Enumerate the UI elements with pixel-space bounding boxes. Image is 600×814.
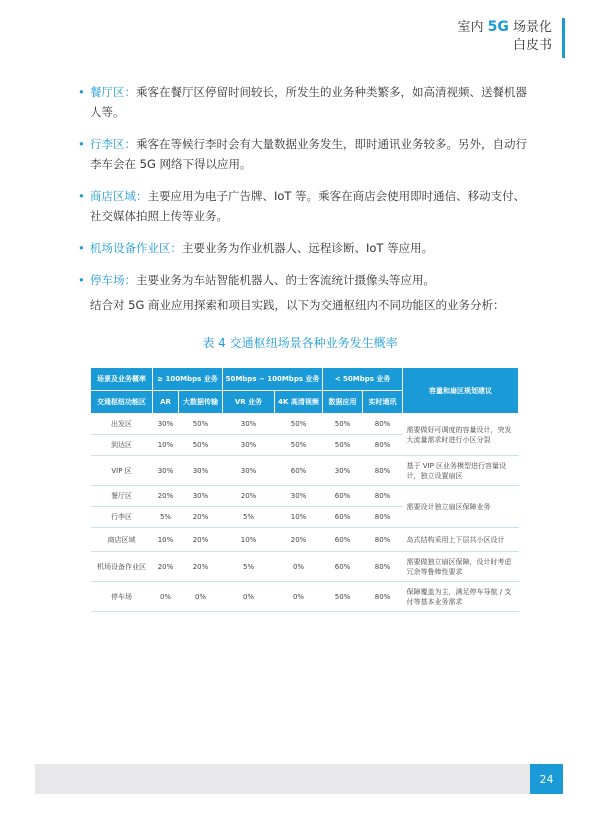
table-cell: 20% xyxy=(153,552,179,582)
table-cell: 10% xyxy=(223,528,275,552)
table-cell: 20% xyxy=(223,486,275,507)
bullet-item: • 机场设备作业区：主要业务为作业机器人、远程诊断、IoT 等应用。 xyxy=(90,238,530,258)
table-cell: 20% xyxy=(153,486,179,507)
table-group-header-row xyxy=(91,368,519,391)
bullet-item: • 餐厅区：乘客在餐厅区停留时间较长，所发生的业务种类繁多，如高清视频、送餐机器人等。 xyxy=(90,82,530,122)
header xyxy=(457,18,552,55)
table-cell: 80% xyxy=(363,435,403,456)
bullet-item: • 停车场：主要业务为车站智能机器人、的士客流统计摄像头等应用。 xyxy=(90,270,530,290)
bullet-list xyxy=(78,82,530,302)
table-row xyxy=(91,486,519,507)
table-cell: 0% xyxy=(179,582,223,612)
table-cell: 20% xyxy=(275,528,323,552)
table-cell: 80% xyxy=(363,582,403,612)
table-row xyxy=(91,552,519,582)
table-cell: 80% xyxy=(363,507,403,528)
table-caption: 表 4 交通枢纽场景各种业务发生概率 xyxy=(202,336,398,350)
table-cell: 0% xyxy=(153,582,179,612)
bullet-dot-icon: • xyxy=(78,85,85,99)
table-cell: 30% xyxy=(179,456,223,486)
table-cell: 80% xyxy=(363,486,403,507)
table-cell: 60% xyxy=(275,456,323,486)
table-header: 50Mbps ~ 100Mbps 业务 xyxy=(223,368,323,391)
table-cell: 80% xyxy=(363,528,403,552)
bullet-dot-icon: • xyxy=(78,273,85,287)
table-cell: 30% xyxy=(153,456,179,486)
table-cell: 20% xyxy=(179,528,223,552)
table-header: 数据应用 xyxy=(323,391,363,414)
table-cell: 80% xyxy=(363,552,403,582)
table-cell: 30% xyxy=(223,435,275,456)
bullet-item: • 行李区：乘客在等候行李时会有大量数据业务发生，即时通讯业务较多。另外，自动行李车会在 5G 网络下得以应用。 xyxy=(90,134,530,174)
table-cell: 10% xyxy=(275,507,323,528)
table-header: ≥ 100Mbps 业务 xyxy=(153,368,223,391)
table-cell: 5% xyxy=(223,507,275,528)
header-title: 室内 5G 场景化 xyxy=(457,19,552,35)
table-row xyxy=(91,456,519,486)
table-cell: 30% xyxy=(179,486,223,507)
table-cell: 20% xyxy=(179,507,223,528)
bullet-dot-icon: • xyxy=(78,137,85,151)
table-cell: 餐厅区 xyxy=(91,486,153,507)
table-cell: 20% xyxy=(179,552,223,582)
intro-paragraph: 结合对 5G 商业应用探索和项目实践，以下为交通枢纽内不同功能区的业务分析： xyxy=(90,298,505,312)
table-header: 交通枢纽功能区 xyxy=(91,391,153,414)
table-header: 大数据传输 xyxy=(179,391,223,414)
table-cell-advice: 基于 VIP 区业务模型进行容量设计，独立设置扇区 xyxy=(403,456,519,486)
table-cell-advice: 需要做独立扇区保障，设计时考虑冗余等鲁棒性要求 xyxy=(403,552,519,582)
table-header: 实时通讯 xyxy=(363,391,403,414)
table-cell: 出发区 xyxy=(91,414,153,435)
table-row xyxy=(91,414,519,435)
table-row xyxy=(91,582,519,612)
header-subtitle: 白皮书 xyxy=(512,38,552,53)
table-cell: 商店区域 xyxy=(91,528,153,552)
table-cell: 60% xyxy=(323,486,363,507)
table-cell: 60% xyxy=(323,528,363,552)
bullet-dot-icon: • xyxy=(78,189,85,203)
header-accent-bar xyxy=(562,18,565,58)
table-cell: VIP 区 xyxy=(91,456,153,486)
table-cell: 30% xyxy=(223,456,275,486)
table-cell: 60% xyxy=(323,552,363,582)
table-cell: 30% xyxy=(223,414,275,435)
table-cell-advice: 需要做好可调度的容量设计，突发大流量需求时进行小区分裂 xyxy=(403,414,519,456)
table-cell: 60% xyxy=(323,507,363,528)
table-cell: 停车场 xyxy=(91,582,153,612)
table-cell: 50% xyxy=(275,435,323,456)
table-cell-advice: 岛式结构采用上下层共小区设计 xyxy=(403,528,519,552)
table-cell: 50% xyxy=(323,435,363,456)
table-cell: 10% xyxy=(153,435,179,456)
table-cell: 到达区 xyxy=(91,435,153,456)
table-cell: 80% xyxy=(363,414,403,435)
table-cell: 50% xyxy=(275,414,323,435)
table-header: 场景及业务概率 xyxy=(91,368,153,391)
table-cell: 5% xyxy=(153,507,179,528)
table-cell: 30% xyxy=(323,456,363,486)
service-probability-table xyxy=(90,367,519,612)
table-header: AR xyxy=(153,391,179,414)
table-cell: 机场设备作业区 xyxy=(91,552,153,582)
table-cell: 50% xyxy=(179,435,223,456)
table-cell: 0% xyxy=(223,582,275,612)
table-cell: 50% xyxy=(179,414,223,435)
table-cell-advice: 保障覆盖为主，满足停车导航 / 支付等基本业务需求 xyxy=(403,582,519,612)
table-cell: 5% xyxy=(223,552,275,582)
table-cell: 10% xyxy=(153,528,179,552)
table-cell: 50% xyxy=(323,414,363,435)
table-cell: 0% xyxy=(275,582,323,612)
table-header: < 50Mbps 业务 xyxy=(323,368,403,391)
table-cell: 50% xyxy=(323,582,363,612)
table-cell: 30% xyxy=(153,414,179,435)
table-cell: 30% xyxy=(275,486,323,507)
table-cell: 行李区 xyxy=(91,507,153,528)
bullet-dot-icon: • xyxy=(78,241,85,255)
table-header: 4K 高清视频 xyxy=(275,391,323,414)
table-row xyxy=(91,528,519,552)
table-header: 容量和扇区规划建议 xyxy=(403,368,519,414)
bullet-item: • 商店区域：主要应用为电子广告牌、IoT 等。乘客在商店会使用即时通信、移动支付、社交媒体拍照上传等业务。 xyxy=(90,186,530,226)
table-cell: 0% xyxy=(275,552,323,582)
page-number: 24 xyxy=(530,764,563,794)
footer-bar xyxy=(35,764,563,794)
table-cell-advice: 需要设计独立扇区保障业务 xyxy=(403,486,519,528)
table-cell: 80% xyxy=(363,456,403,486)
table-header: VR 业务 xyxy=(223,391,275,414)
